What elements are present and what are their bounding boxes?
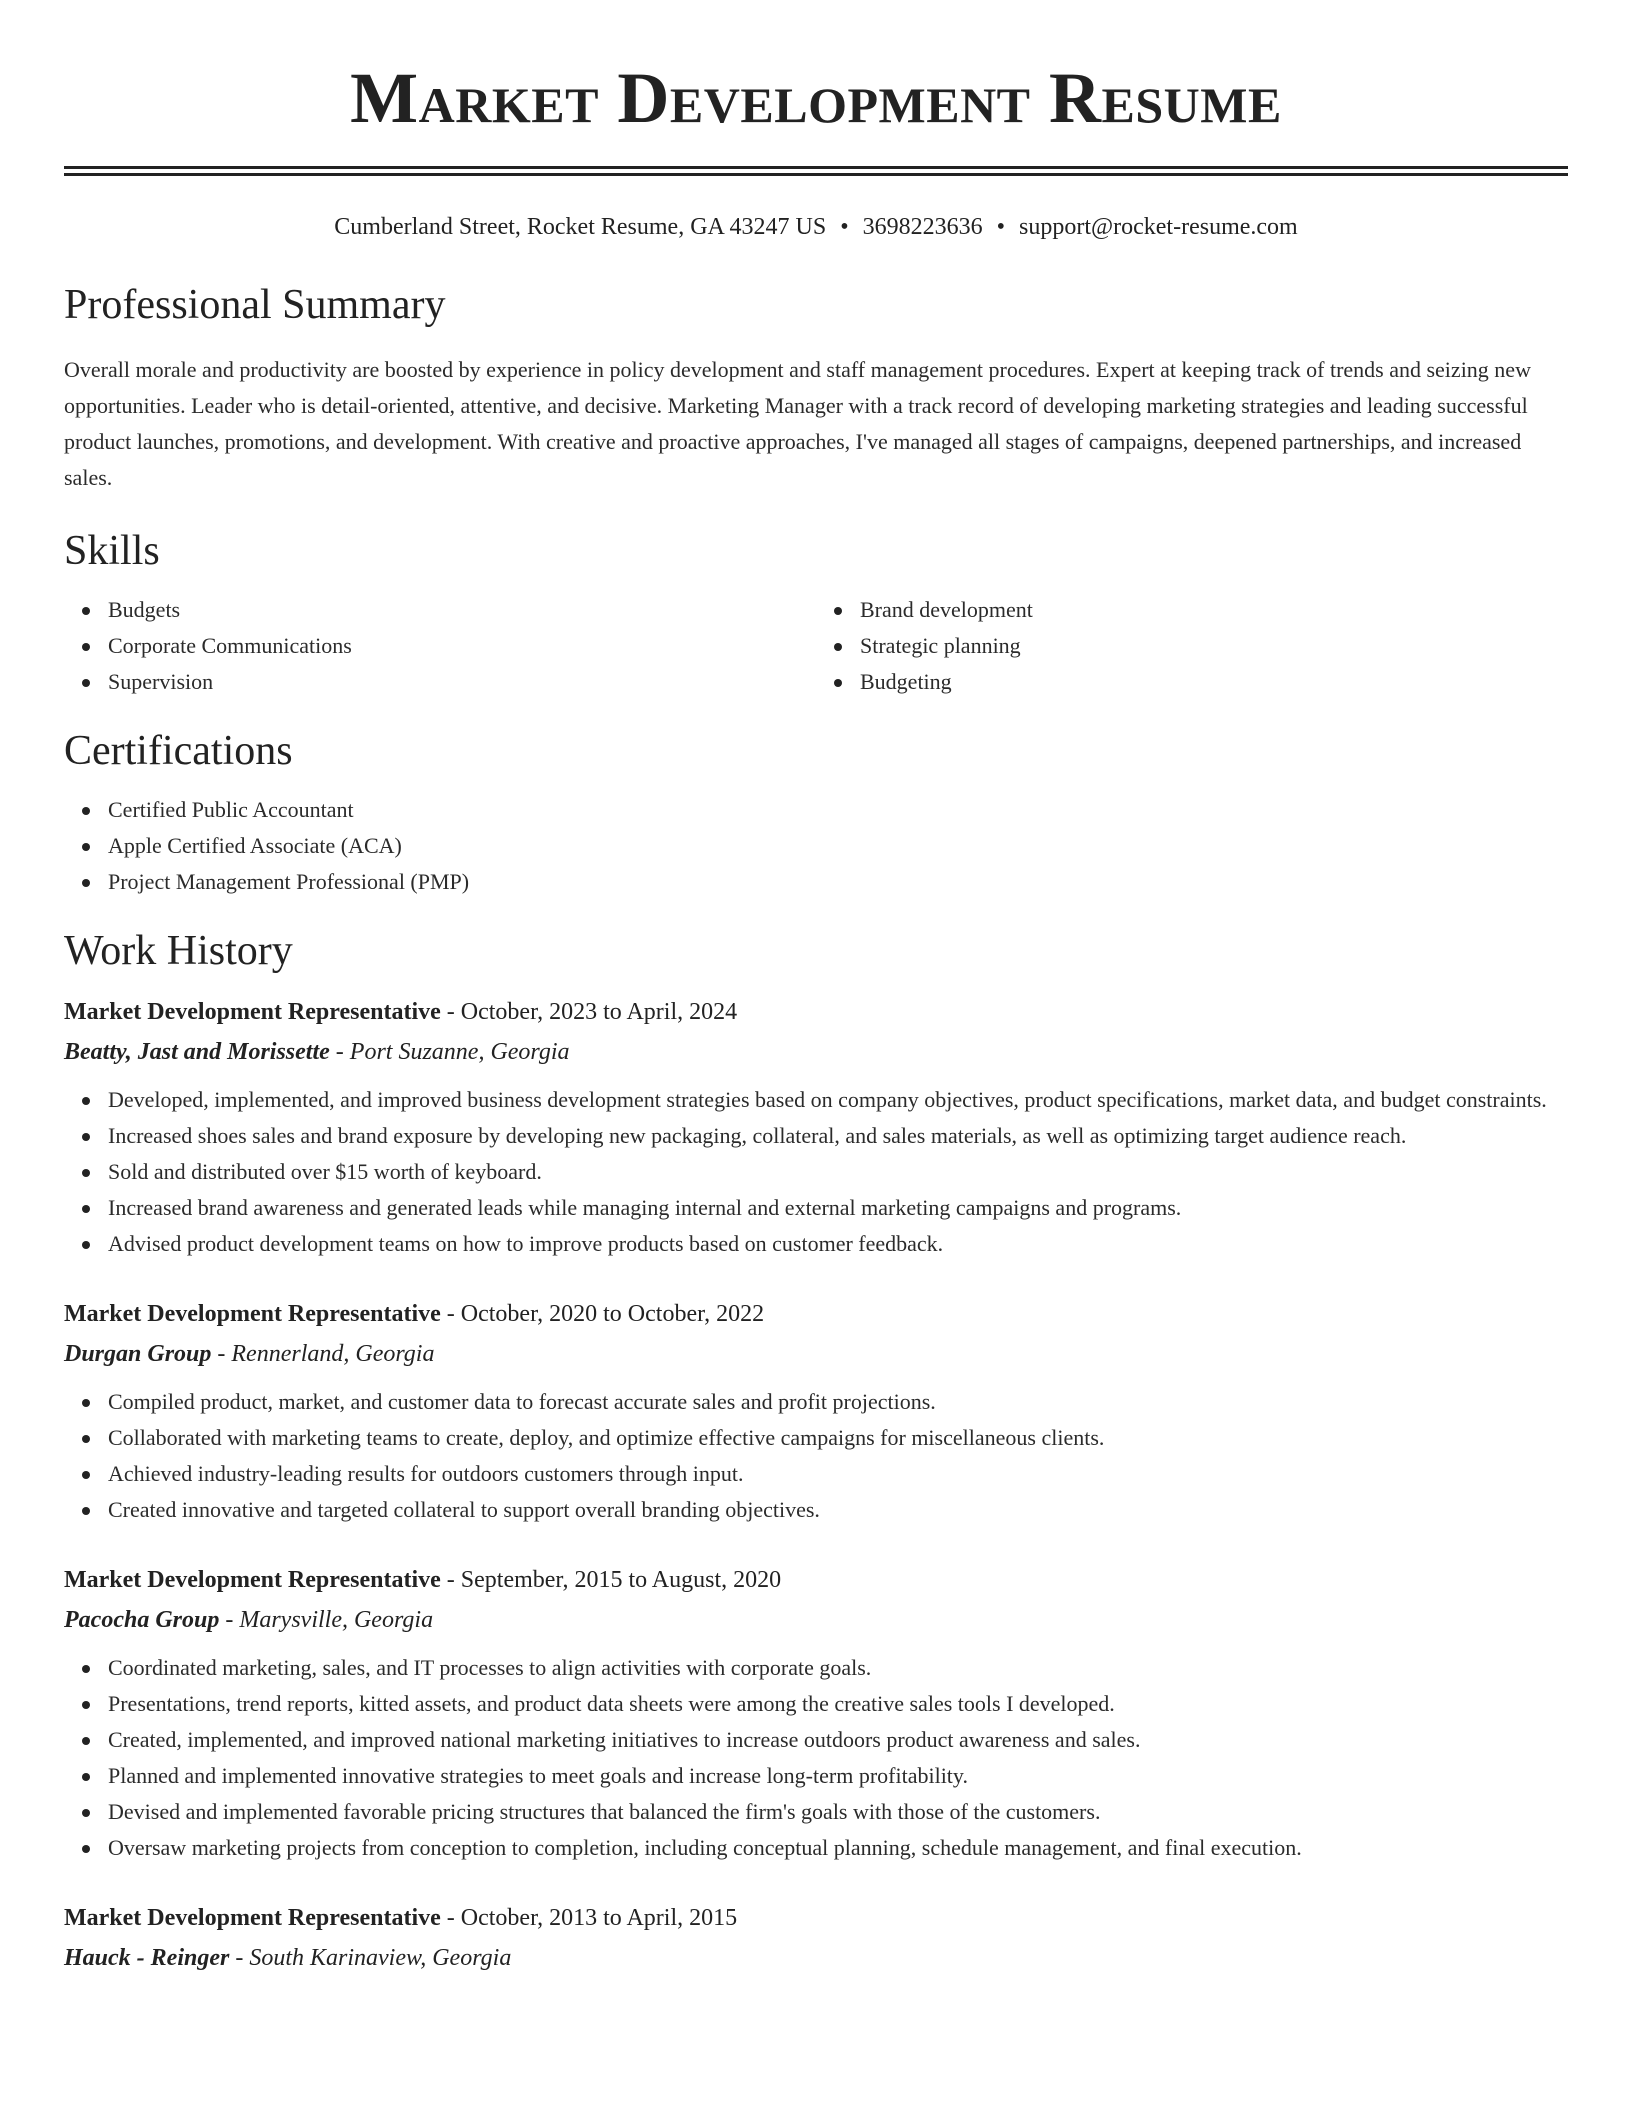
job-bullet: Coordinated marketing, sales, and IT processes to align activities with corporate goals. — [108, 1650, 1568, 1686]
job-title: Market Development Representative — [64, 1301, 441, 1327]
skill-item: Supervision — [108, 664, 816, 700]
job-title-line: Market Development Representative - October, 2023 to April, 2024 — [64, 999, 738, 1025]
company-name: Pacocha Group — [64, 1607, 220, 1633]
certifications-heading: Certifications — [64, 728, 293, 774]
job-bullet: Increased brand awareness and generated leads while managing internal and external marketing campaigns and programs. — [108, 1190, 1568, 1226]
skills-heading: Skills — [64, 528, 160, 574]
skill-item: Budgeting — [860, 664, 1568, 700]
skill-item: Budgets — [108, 592, 816, 628]
job-bullet: Sold and distributed over $15 worth of keyboard. — [108, 1154, 1568, 1190]
certification-item: Project Management Professional (PMP) — [108, 864, 1568, 900]
job-title-line: Market Development Representative - October, 2013 to April, 2015 — [64, 1905, 738, 1931]
contact-address: Cumberland Street, Rocket Resume, GA 43247 US — [334, 214, 827, 240]
company-location: Marysville, Georgia — [239, 1607, 434, 1633]
skills-list-left — [64, 592, 816, 700]
job-bullet: Planned and implemented innovative strategies to meet goals and increase long-term profitability. — [108, 1758, 1568, 1794]
job-title-line: Market Development Representative - September, 2015 to August, 2020 — [64, 1567, 782, 1593]
job-bullet: Achieved industry-leading results for outdoors customers through input. — [108, 1456, 1568, 1492]
title-divider — [64, 166, 1568, 176]
job-title: Market Development Representative — [64, 999, 441, 1025]
job-bullet: Oversaw marketing projects from conception to completion, including conceptual planning, schedule management, and final execution. — [108, 1830, 1568, 1866]
job-dates: September, 2015 to August, 2020 — [460, 1567, 782, 1593]
certification-item: Certified Public Accountant — [108, 792, 1568, 828]
job-entry — [64, 1898, 1568, 1978]
job-bullets — [64, 1650, 1568, 1866]
company-line: Pacocha Group - Marysville, Georgia — [64, 1607, 434, 1633]
job-title-line: Market Development Representative - October, 2020 to October, 2022 — [64, 1301, 765, 1327]
company-name: Hauck - Reinger — [64, 1945, 230, 1971]
summary-text: Overall morale and productivity are boosted by experience in policy development and staff management procedures. Expert at keeping track of trends and seizing new opportunities. Leader who is detail-oriented, attentive, and decisive. Marketing Manager with a track record of developing marketing strategies and leading successful product launches, promotions, and development. With creative and proactive approaches, I've managed all stages of campaigns, deepened partnerships, and increased sales. — [64, 357, 1531, 490]
job-dates: October, 2023 to April, 2024 — [460, 999, 738, 1025]
job-dates: October, 2013 to April, 2015 — [460, 1905, 738, 1931]
skill-item: Corporate Communications — [108, 628, 816, 664]
job-entry — [64, 1560, 1568, 1866]
skills-list-right — [816, 592, 1568, 700]
contact-phone: 3698223636 — [862, 214, 983, 240]
contact-email: support@rocket-resume.com — [1019, 214, 1298, 240]
job-dates: October, 2020 to October, 2022 — [460, 1301, 765, 1327]
job-bullet: Created, implemented, and improved national marketing initiatives to increase outdoors product awareness and sales. — [108, 1722, 1568, 1758]
company-name: Durgan Group — [64, 1341, 212, 1367]
company-location: South Karinaview, Georgia — [249, 1945, 512, 1971]
company-location: Rennerland, Georgia — [231, 1341, 435, 1367]
skill-item: Brand development — [860, 592, 1568, 628]
contact-separator: • — [996, 214, 1006, 240]
certification-item: Apple Certified Associate (ACA) — [108, 828, 1568, 864]
job-bullets — [64, 1082, 1568, 1262]
job-bullet: Compiled product, market, and customer data to forecast accurate sales and profit projections. — [108, 1384, 1568, 1420]
skill-item: Strategic planning — [860, 628, 1568, 664]
job-bullet: Created innovative and targeted collateral to support overall branding objectives. — [108, 1492, 1568, 1528]
job-bullet: Presentations, trend reports, kitted assets, and product data sheets were among the creative sales tools I developed. — [108, 1686, 1568, 1722]
job-bullet: Increased shoes sales and brand exposure by developing new packaging, collateral, and sales materials, as well as optimizing target audience reach. — [108, 1118, 1568, 1154]
summary-heading: Professional Summary — [64, 282, 446, 328]
job-entry — [64, 992, 1568, 1262]
job-title: Market Development Representative — [64, 1567, 441, 1593]
contact-separator: • — [840, 214, 849, 240]
job-title: Market Development Representative — [64, 1905, 441, 1931]
company-line: Hauck - Reinger - South Karinaview, Georgia — [64, 1945, 512, 1971]
skills-columns — [64, 592, 1568, 700]
job-bullets — [64, 1384, 1568, 1528]
certifications-list — [64, 792, 1568, 900]
job-bullet: Advised product development teams on how to improve products based on customer feedback. — [108, 1226, 1568, 1262]
company-location: Port Suzanne, Georgia — [349, 1039, 570, 1065]
resume-page — [64, 0, 1568, 1978]
job-bullet: Devised and implemented favorable pricing structures that balanced the firm's goals with those of the customers. — [108, 1794, 1568, 1830]
company-line: Durgan Group - Rennerland, Georgia — [64, 1341, 435, 1367]
work-history-heading: Work History — [64, 928, 293, 974]
contact-line — [64, 212, 1568, 242]
job-entry — [64, 1294, 1568, 1528]
job-bullet: Developed, implemented, and improved business development strategies based on company objectives, product specifications, market data, and budget constraints. — [108, 1082, 1568, 1118]
company-line: Beatty, Jast and Morissette - Port Suzanne, Georgia — [64, 1039, 570, 1065]
resume-title: Market Development Resume — [350, 58, 1282, 138]
company-name: Beatty, Jast and Morissette — [64, 1039, 330, 1065]
job-bullet: Collaborated with marketing teams to create, deploy, and optimize effective campaigns for miscellaneous clients. — [108, 1420, 1568, 1456]
